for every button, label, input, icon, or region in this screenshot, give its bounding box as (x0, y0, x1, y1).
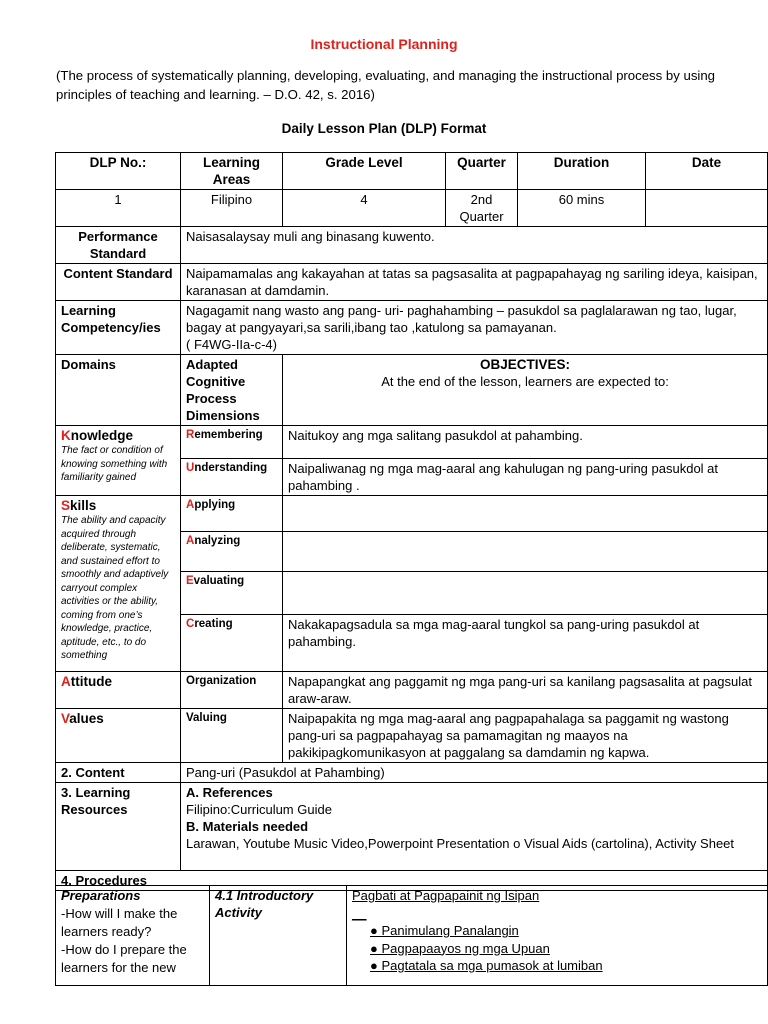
performance-standard-text: Naisasalaysay muli ang binasang kuwento. (181, 227, 768, 264)
info-values-row (56, 190, 768, 227)
applying-label: Applying (181, 496, 283, 532)
learning-resources-label: 3. Learning Resources (56, 783, 181, 871)
learning-competency-cell (181, 301, 768, 355)
lesson-plan-table (55, 152, 768, 891)
remembering-row (56, 426, 768, 459)
knowledge-domain (56, 426, 181, 496)
preparations-title: Preparations (61, 888, 141, 903)
value-date (646, 190, 768, 227)
objectives-title: OBJECTIVES: (479, 357, 571, 372)
creating-objective: Nakakapagsadula sa mga mag-aaral tungkol sa pang-uring pasukdol at pahambing. (283, 615, 768, 672)
value-dlp-no: 1 (56, 190, 181, 227)
performance-standard-row (56, 227, 768, 264)
organization-objective: Napapangkat ang paggamit ng mga pang-uri sa kanilang pagsasalita at pagsulat araw-araw. (283, 672, 768, 709)
header-date: Date (646, 153, 768, 190)
learning-competency-code: ( F4WG-IIa-c-4) (186, 337, 277, 352)
preparations-question-1: -How will I make the learners ready? (61, 906, 178, 939)
materials-title: B. Materials needed (186, 819, 309, 834)
value-duration: 60 mins (518, 190, 646, 227)
content-row (56, 763, 768, 783)
content-label: 2. Content (56, 763, 181, 783)
objectives-cell (283, 355, 768, 426)
header-duration: Duration (518, 153, 646, 190)
bullet-seating: ● Pagpapaayos ng mga Upuan (370, 940, 550, 956)
valuing-label: Valuing (181, 709, 283, 763)
header-learning-areas: Learning Areas (181, 153, 283, 190)
content-standard-row (56, 264, 768, 301)
learning-resources-row (56, 783, 768, 871)
introductory-activity-content (347, 886, 768, 986)
remembering-label: Remembering (181, 426, 283, 459)
bullet-attendance: ● Pagtatala sa mga pumasok at lumiban (370, 958, 603, 973)
references-text: Filipino:Curriculum Guide (186, 802, 332, 817)
header-dlp-no: DLP No.: (56, 153, 181, 190)
preparations-cell (56, 886, 210, 986)
performance-standard-label: Performance Standard (56, 227, 181, 264)
greeting-line: Pagbati at Pagpapainit ng Isipan (352, 888, 540, 903)
dlp-format-title: Daily Lesson Plan (DLP) Format (281, 121, 487, 136)
understanding-objective: Naipaliwanag ng mga mag-aaral ang kahulugan ng pang-uring pasukdol at pahambing . (283, 459, 768, 496)
skills-description: The ability and capacity acquired through deliberate, systematic, and sustained effort to smoothly and adaptively carryout complex activities or the ability, coming from one’s knowledge, practice, aptitude, etc., to do something (61, 515, 169, 661)
valuing-objective: Naipapakita ng mga mag-aaral ang pagpapahalaga sa paggamit ng wastong pang-uri sa pagpapahayag sa pamamagitan ng maayos na pakikipagkomunikasyon at paggalang sa damdamin ng kapwa. (283, 709, 768, 763)
objectives-subtitle: At the end of the lesson, learners are expected to: (381, 374, 669, 389)
knowledge-title: Knowledge (61, 428, 134, 443)
skills-title: Skills (61, 498, 97, 513)
procedures-table (55, 885, 768, 986)
content-standard-label: Content Standard (56, 264, 181, 301)
skills-domain (56, 496, 181, 672)
value-grade-level: 4 (283, 190, 446, 227)
document-title: Instructional Planning (310, 36, 458, 52)
adapted-dimensions-label: Adapted Cognitive Process Dimensions (181, 355, 283, 426)
value-quarter: 2nd Quarter (446, 190, 518, 227)
header-quarter: Quarter (446, 153, 518, 190)
remembering-objective: Naitukoy ang mga salitang pasukdol at pahambing. (283, 426, 768, 459)
references-title: A. References (186, 785, 273, 800)
dash-line: __ (352, 905, 367, 921)
values-domain: Values (56, 709, 181, 763)
materials-text: Larawan, Youtube Music Video,Powerpoint Presentation o Visual Aids (cartolina), Activity Sheet (186, 836, 735, 851)
procedures-label: 4. Procedures (56, 871, 768, 891)
applying-row (56, 496, 768, 532)
values-row (56, 709, 768, 763)
organization-label: Organization (181, 672, 283, 709)
info-header-row (56, 153, 768, 190)
preparations-question-2: -How do I prepare the learners for the new (61, 942, 187, 975)
evaluating-label: Evaluating (181, 572, 283, 615)
content-text: Pang-uri (Pasukdol at Pahambing) (181, 763, 768, 783)
learning-resources-cell (181, 783, 768, 871)
header-grade-level: Grade Level (283, 153, 446, 190)
content-standard-text: Naipamamalas ang kakayahan at tatas sa pagsasalita at pagpapahayag ng sariling ideya, kaisipan, karanasan at damdamin. (181, 264, 768, 301)
analyzing-label: Analyzing (181, 532, 283, 572)
creating-label: Creating (181, 615, 283, 672)
analyzing-objective (283, 532, 768, 572)
domains-header-row (56, 355, 768, 426)
evaluating-objective (283, 572, 768, 615)
bullet-prayer: ● Panimulang Panalangin (370, 923, 519, 938)
learning-competency-label: Learning Competency/ies (56, 301, 181, 355)
attitude-domain: Attitude (56, 672, 181, 709)
learning-competency-text: Nagagamit nang wasto ang pang- uri- paghahambing – pasukdol sa paglalarawan ng tao, lugar, bagay at pangyayari,sa sarili,ibang tao ,katulong sa pamayanan. (186, 303, 737, 335)
understanding-label: Understanding (181, 459, 283, 496)
introductory-activity-label: 4.1 Introductory Activity (210, 886, 347, 986)
knowledge-description: The fact or condition of knowing something with familiarity gained (61, 445, 168, 483)
intro-paragraph: (The process of systematically planning, developing, evaluating, and managing the instructional process by using principles of teaching and learning. – D.O. 42, s. 2016) (56, 68, 716, 102)
applying-objective (283, 496, 768, 532)
value-learning-areas: Filipino (181, 190, 283, 227)
attitude-row (56, 672, 768, 709)
learning-competency-row (56, 301, 768, 355)
preparations-row (56, 886, 768, 986)
domains-label: Domains (56, 355, 181, 426)
